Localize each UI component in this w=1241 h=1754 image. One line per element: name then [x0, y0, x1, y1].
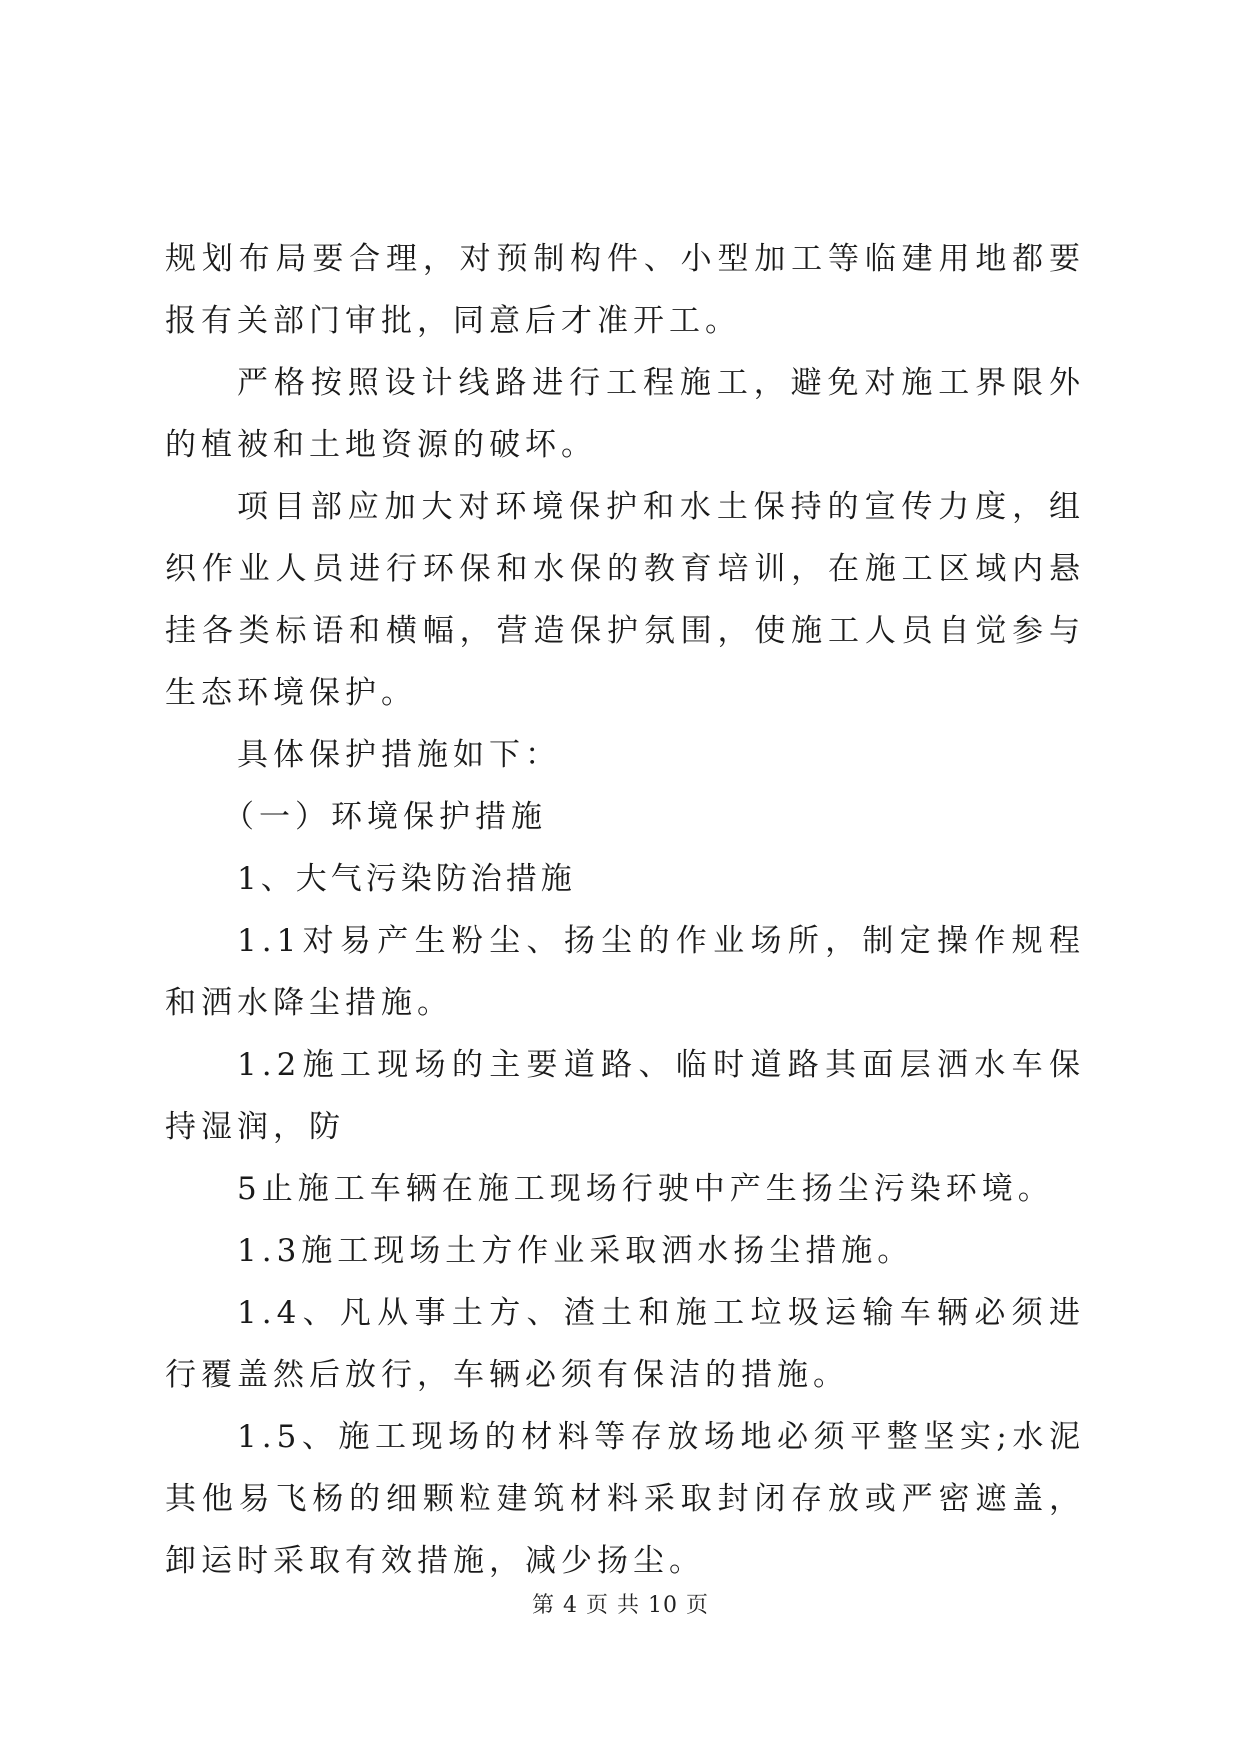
subsection-heading: 1、大气污染防治措施	[237, 861, 576, 897]
paragraph: 1.5、施工现场的材料等存放场地必须平整坚实;水泥其他易飞杨的细颗粒建筑材料采取封闭存放或严密遮盖，卸运时采取有效措施，减少扬尘。	[165, 1419, 1085, 1579]
paragraph: 1.2施工现场的主要道路、临时道路其面层洒水车保持湿润，防	[165, 1047, 1085, 1145]
section-heading: （一）环境保护措施	[223, 799, 547, 835]
paragraph: 1.3施工现场土方作业采取洒水扬尘措施。	[237, 1233, 914, 1269]
document-body	[165, 228, 1085, 1592]
page-number-footer: 第 4 页 共 10 页	[532, 1593, 709, 1618]
paragraph: 严格按照设计线路进行工程施工，避免对施工界限外的植被和土地资源的破坏。	[165, 365, 1085, 463]
paragraph: 项目部应加大对环境保护和水土保持的宣传力度，组织作业人员进行环保和水保的教育培训，在施工区域内悬挂各类标语和横幅，营造保护氛围，使施工人员自觉参与生态环境保护。	[165, 489, 1085, 711]
paragraph-continuation: 规划布局要合理，对预制构件、小型加工等临建用地都要报有关部门审批，同意后才准开工。	[165, 241, 1085, 339]
paragraph: 具体保护措施如下：	[237, 737, 561, 773]
paragraph: 1.4、凡从事土方、渣土和施工垃圾运输车辆必须进行覆盖然后放行，车辆必须有保洁的措施。	[165, 1295, 1085, 1393]
paragraph: 5止施工车辆在施工现场行驶中产生扬尘污染环境。	[237, 1171, 1054, 1207]
paragraph: 1.1对易产生粉尘、扬尘的作业场所，制定操作规程和洒水降尘措施。	[165, 923, 1085, 1021]
